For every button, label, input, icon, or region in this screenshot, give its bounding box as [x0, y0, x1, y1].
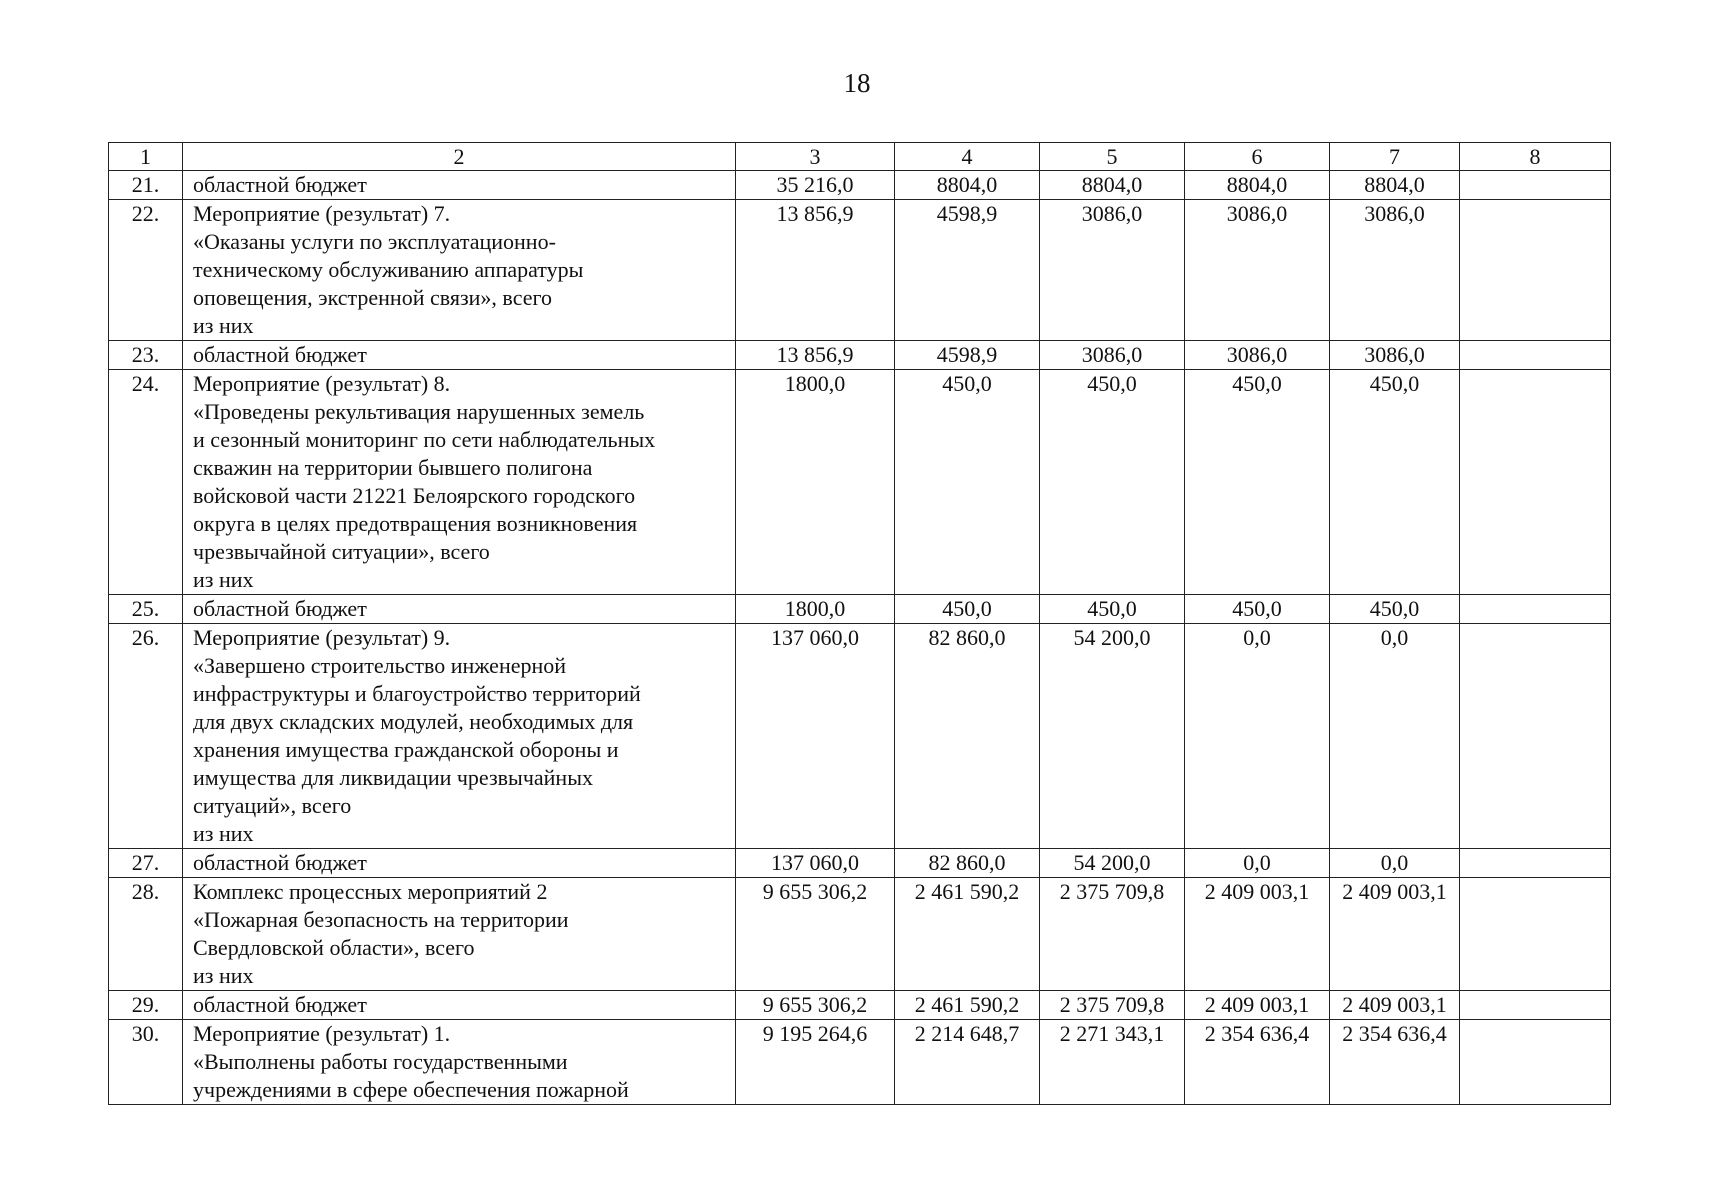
row-number: 22. — [109, 200, 183, 341]
value-cell-col-6: 8804,0 — [1185, 171, 1330, 200]
description-line: «Проведены рекультивация нарушенных земель — [193, 399, 645, 424]
value-cell-col-5: 2 375 709,8 — [1040, 878, 1185, 991]
value-cell-col-4: 4598,9 — [895, 200, 1040, 341]
value-cell-col-5: 2 375 709,8 — [1040, 991, 1185, 1020]
value-cell-col-4: 450,0 — [895, 370, 1040, 595]
value-cell-col-7: 0,0 — [1330, 849, 1460, 878]
description-line: имущества для ликвидации чрезвычайных — [193, 765, 593, 790]
description-line: войсковой части 21221 Белоярского городского — [193, 483, 636, 508]
table-row — [109, 341, 1611, 370]
value-cell-col-7: 450,0 — [1330, 595, 1460, 624]
description-line: «Оказаны услуги по эксплуатационно- — [193, 229, 556, 254]
row-number: 30. — [109, 1020, 183, 1105]
description-line: чрезвычайной ситуации», всего — [193, 539, 490, 564]
description-line: для двух складских модулей, необходимых для — [193, 709, 634, 734]
value-cell-col-3: 137 060,0 — [736, 849, 895, 878]
description-line: Мероприятие (результат) 1. — [193, 1021, 451, 1046]
description-line: скважин на территории бывшего полигона — [193, 455, 593, 480]
description-line: округа в целях предотвращения возникновения — [193, 511, 638, 536]
description-line: из них — [193, 963, 254, 988]
value-cell-col-6: 450,0 — [1185, 370, 1330, 595]
column-header: 3 — [736, 143, 895, 171]
value-cell-col-7: 0,0 — [1330, 624, 1460, 849]
value-cell-col-7: 2 354 636,4 — [1330, 1020, 1460, 1105]
description-line: ситуаций», всего — [193, 793, 352, 818]
value-cell-col-6: 0,0 — [1185, 624, 1330, 849]
description-line: областной бюджет — [193, 992, 367, 1017]
table-row — [109, 595, 1611, 624]
row-description — [183, 595, 736, 624]
description-line: инфраструктуры и благоустройство территорий — [193, 681, 641, 706]
column-header: 6 — [1185, 143, 1330, 171]
column-header: 7 — [1330, 143, 1460, 171]
description-line: областной бюджет — [193, 172, 367, 197]
row-number: 27. — [109, 849, 183, 878]
row-description — [183, 1020, 736, 1105]
description-line: из них — [193, 313, 254, 338]
column-header: 2 — [183, 143, 736, 171]
description-line: из них — [193, 821, 254, 846]
row-description — [183, 849, 736, 878]
value-cell-col-3: 13 856,9 — [736, 200, 895, 341]
value-cell-col-8 — [1460, 200, 1611, 341]
value-cell-col-4: 2 461 590,2 — [895, 991, 1040, 1020]
value-cell-col-8 — [1460, 849, 1611, 878]
value-cell-col-5: 2 271 343,1 — [1040, 1020, 1185, 1105]
value-cell-col-5: 54 200,0 — [1040, 849, 1185, 878]
value-cell-col-4: 450,0 — [895, 595, 1040, 624]
row-description — [183, 341, 736, 370]
value-cell-col-8 — [1460, 341, 1611, 370]
table-row — [109, 1020, 1611, 1105]
value-cell-col-7: 3086,0 — [1330, 341, 1460, 370]
value-cell-col-8 — [1460, 370, 1611, 595]
value-cell-col-6: 3086,0 — [1185, 341, 1330, 370]
description-line: областной бюджет — [193, 596, 367, 621]
row-description — [183, 370, 736, 595]
row-description — [183, 991, 736, 1020]
table-row — [109, 200, 1611, 341]
description-line: Мероприятие (результат) 7. — [193, 201, 451, 226]
value-cell-col-3: 9 195 264,6 — [736, 1020, 895, 1105]
value-cell-col-5: 3086,0 — [1040, 341, 1185, 370]
table-row — [109, 878, 1611, 991]
value-cell-col-6: 2 409 003,1 — [1185, 991, 1330, 1020]
column-header: 8 — [1460, 143, 1611, 171]
row-description — [183, 624, 736, 849]
description-line: техническому обслуживанию аппаратуры — [193, 257, 584, 282]
value-cell-col-7: 2 409 003,1 — [1330, 878, 1460, 991]
value-cell-col-5: 3086,0 — [1040, 200, 1185, 341]
value-cell-col-3: 9 655 306,2 — [736, 878, 895, 991]
value-cell-col-8 — [1460, 878, 1611, 991]
description-line: хранения имущества гражданской обороны и — [193, 737, 619, 762]
value-cell-col-5: 450,0 — [1040, 595, 1185, 624]
row-description — [183, 878, 736, 991]
table-row — [109, 991, 1611, 1020]
table-row — [109, 849, 1611, 878]
value-cell-col-4: 82 860,0 — [895, 624, 1040, 849]
description-line: учреждениями в сфере обеспечения пожарной — [193, 1077, 629, 1102]
value-cell-col-7: 3086,0 — [1330, 200, 1460, 341]
table-row — [109, 370, 1611, 595]
value-cell-col-4: 8804,0 — [895, 171, 1040, 200]
row-number: 21. — [109, 171, 183, 200]
value-cell-col-6: 2 409 003,1 — [1185, 878, 1330, 991]
value-cell-col-5: 54 200,0 — [1040, 624, 1185, 849]
value-cell-col-4: 82 860,0 — [895, 849, 1040, 878]
row-number: 24. — [109, 370, 183, 595]
value-cell-col-3: 13 856,9 — [736, 341, 895, 370]
value-cell-col-8 — [1460, 595, 1611, 624]
value-cell-col-7: 2 409 003,1 — [1330, 991, 1460, 1020]
description-line: «Выполнены работы государственными — [193, 1049, 568, 1074]
table-body — [109, 171, 1611, 1105]
value-cell-col-8 — [1460, 1020, 1611, 1105]
value-cell-col-7: 8804,0 — [1330, 171, 1460, 200]
row-number: 25. — [109, 595, 183, 624]
description-line: «Завершено строительство инженерной — [193, 653, 567, 678]
description-line: Мероприятие (результат) 9. — [193, 625, 451, 650]
value-cell-col-8 — [1460, 991, 1611, 1020]
page-number: 18 — [843, 68, 871, 98]
value-cell-col-6: 2 354 636,4 — [1185, 1020, 1330, 1105]
description-line: Мероприятие (результат) 8. — [193, 371, 451, 396]
value-cell-col-6: 450,0 — [1185, 595, 1330, 624]
value-cell-col-4: 2 461 590,2 — [895, 878, 1040, 991]
value-cell-col-7: 450,0 — [1330, 370, 1460, 595]
column-header: 1 — [109, 143, 183, 171]
value-cell-col-3: 1800,0 — [736, 595, 895, 624]
column-header: 5 — [1040, 143, 1185, 171]
description-line: Свердловской области», всего — [193, 935, 475, 960]
description-line: оповещения, экстренной связи», всего — [193, 285, 552, 310]
value-cell-col-8 — [1460, 171, 1611, 200]
description-line: из них — [193, 567, 254, 592]
value-cell-col-6: 3086,0 — [1185, 200, 1330, 341]
description-line: «Пожарная безопасность на территории — [193, 907, 569, 932]
row-description — [183, 200, 736, 341]
value-cell-col-3: 9 655 306,2 — [736, 991, 895, 1020]
description-line: областной бюджет — [193, 850, 367, 875]
table-row — [109, 624, 1611, 849]
row-number: 29. — [109, 991, 183, 1020]
value-cell-col-6: 0,0 — [1185, 849, 1330, 878]
budget-table — [108, 142, 1611, 1105]
column-header-row — [109, 143, 1611, 171]
row-number: 28. — [109, 878, 183, 991]
table-row — [109, 171, 1611, 200]
value-cell-col-8 — [1460, 624, 1611, 849]
description-line: Комплекс процессных мероприятий 2 — [193, 879, 548, 904]
row-number: 26. — [109, 624, 183, 849]
value-cell-col-3: 1800,0 — [736, 370, 895, 595]
row-number: 23. — [109, 341, 183, 370]
value-cell-col-4: 2 214 648,7 — [895, 1020, 1040, 1105]
value-cell-col-4: 4598,9 — [895, 341, 1040, 370]
column-header: 4 — [895, 143, 1040, 171]
value-cell-col-5: 8804,0 — [1040, 171, 1185, 200]
description-line: и сезонный мониторинг по сети наблюдательных — [193, 427, 656, 452]
value-cell-col-3: 137 060,0 — [736, 624, 895, 849]
value-cell-col-5: 450,0 — [1040, 370, 1185, 595]
value-cell-col-3: 35 216,0 — [736, 171, 895, 200]
description-line: областной бюджет — [193, 342, 367, 367]
row-description — [183, 171, 736, 200]
